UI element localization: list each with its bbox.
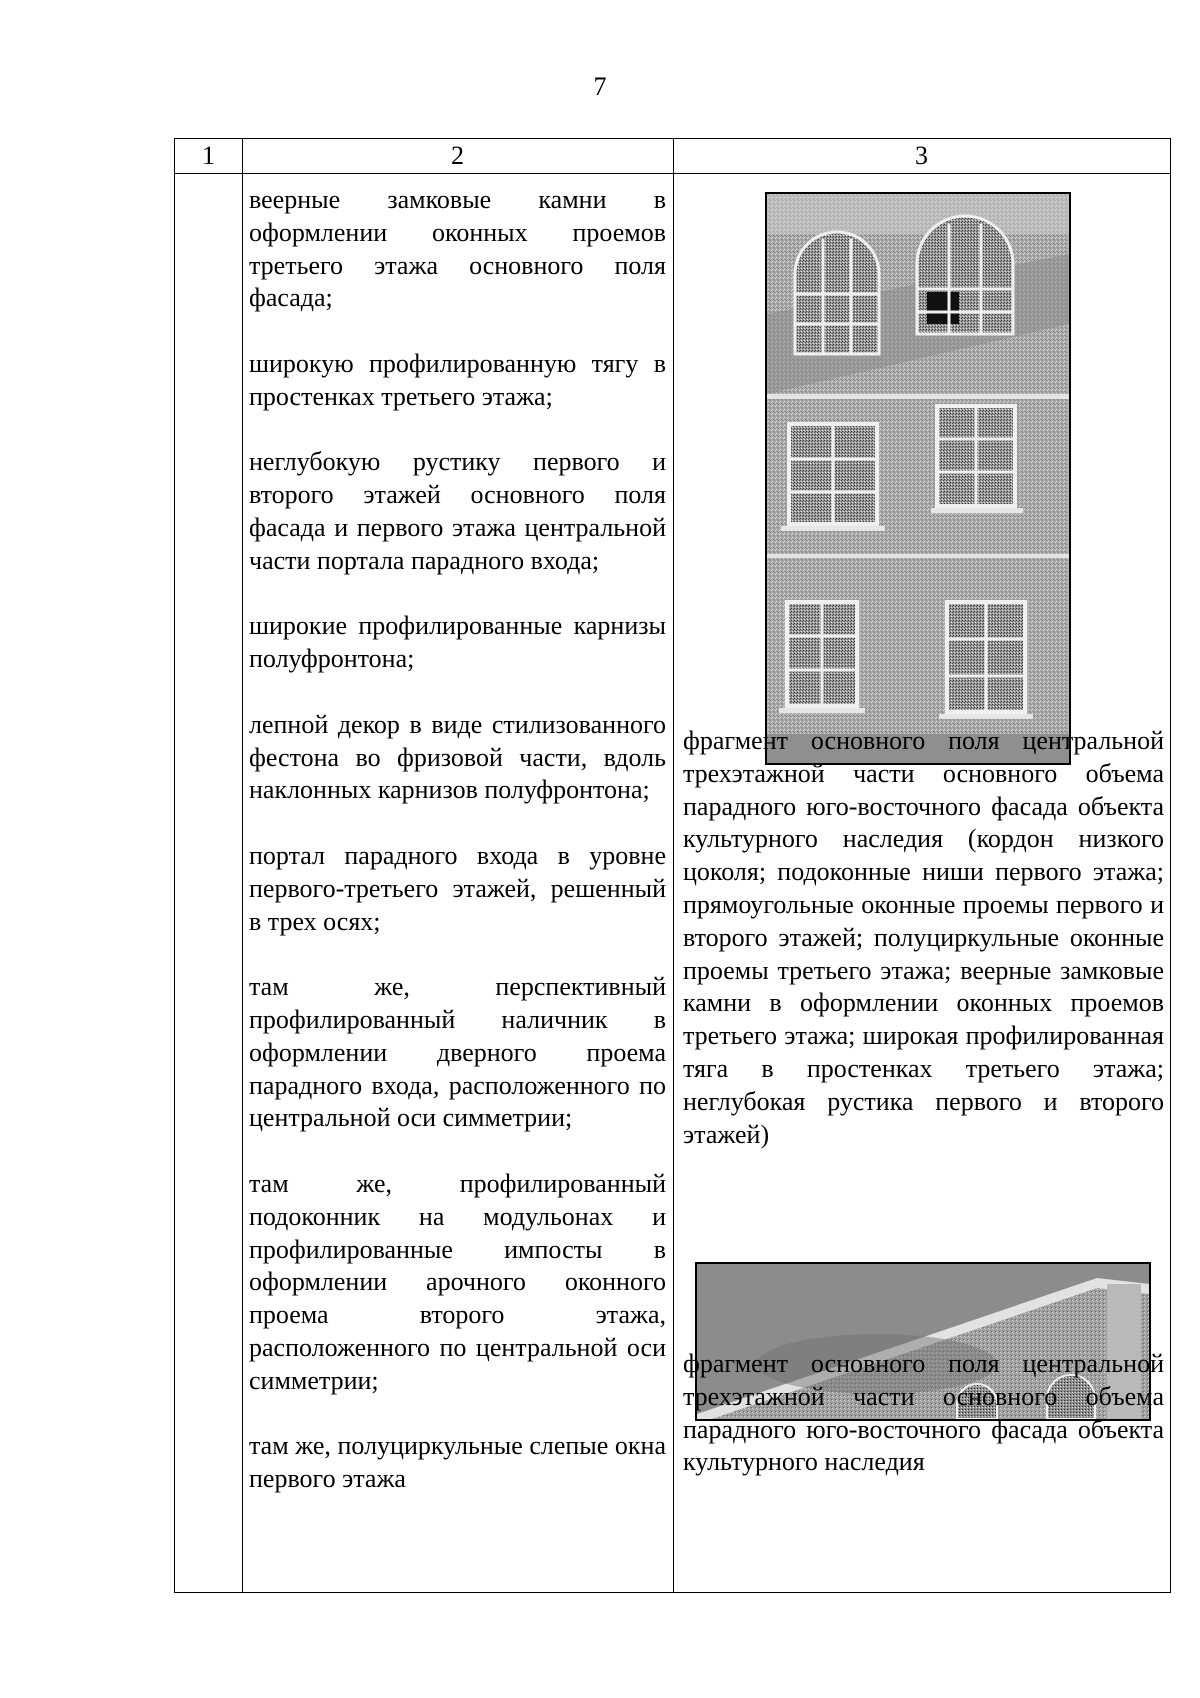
description-paragraph: там же, профилированный подоконник на модульонах и профилированные импосты в оформлении арочного оконного проема второго этажа, расположенного по центральной оси симметрии; — [249, 1168, 666, 1395]
description-paragraph: там же, полуциркульные слепые окна первого этажа — [249, 1431, 666, 1494]
elements-description-column — [249, 184, 666, 1496]
rectangular-window — [787, 602, 857, 706]
header-cell-3: 3 — [915, 141, 928, 170]
rectangular-window — [937, 406, 1015, 506]
description-paragraph: лепной декор в виде стилизованного фестона во фризовой части, вдоль наклонных карнизов полуфронтона; — [249, 709, 666, 805]
photo-caption-2: фрагмент основного поля центральной трехэтажной части основного объема парадного юго-восточного фасада объекта культурного наследия — [683, 1349, 1164, 1477]
description-paragraph: широкие профилированные карнизы полуфронтона; — [249, 611, 666, 674]
facade-photo-1 — [765, 192, 1071, 765]
description-paragraph: неглубокую рустику первого и второго этажей основного поля фасада и первого этажа центральной части портала парадного входа; — [249, 447, 666, 575]
heritage-table — [174, 138, 1171, 1593]
photo-caption-1: фрагмент основного поля центральной трехэтажной части основного объема парадного юго-восточного фасада объекта культурного наследия (кордон низкого цоколя; подоконные ниши первого этажа; прямоугольные оконные проемы первого и второго этажей; полуциркульные оконные проемы третьего этажа; веерные замковые камни в оформлении оконных проемов третьего этажа; широкая профилированная тяга в простенках третьего этажа; неглубокая рустика первого и второго этажей) — [683, 726, 1164, 1149]
column-divider — [242, 139, 243, 1592]
page-number: 7 — [593, 72, 607, 101]
arched-window — [917, 216, 1013, 334]
description-paragraph: широкую профилированную тягу в простенках третьего этажа; — [249, 348, 666, 411]
description-paragraph: портал парадного входа в уровне первого-третьего этажей, решенный в трех осях; — [249, 840, 666, 936]
rectangular-window — [947, 602, 1025, 712]
arched-window — [795, 232, 879, 354]
header-cell-1: 1 — [202, 141, 215, 170]
facade-photo-1-image — [767, 194, 1069, 763]
column-divider — [673, 139, 674, 1592]
description-paragraph: веерные замковые камни в оформлении оконных проемов третьего этажа основного поля фасада; — [249, 185, 666, 313]
description-paragraph: там же, перспективный профилированный наличник в оформлении дверного проема парадного входа, расположенного по центральной оси симметрии; — [249, 972, 666, 1133]
header-cell-2: 2 — [451, 141, 464, 170]
rectangular-window — [789, 424, 877, 524]
header-row-divider — [175, 173, 1170, 174]
